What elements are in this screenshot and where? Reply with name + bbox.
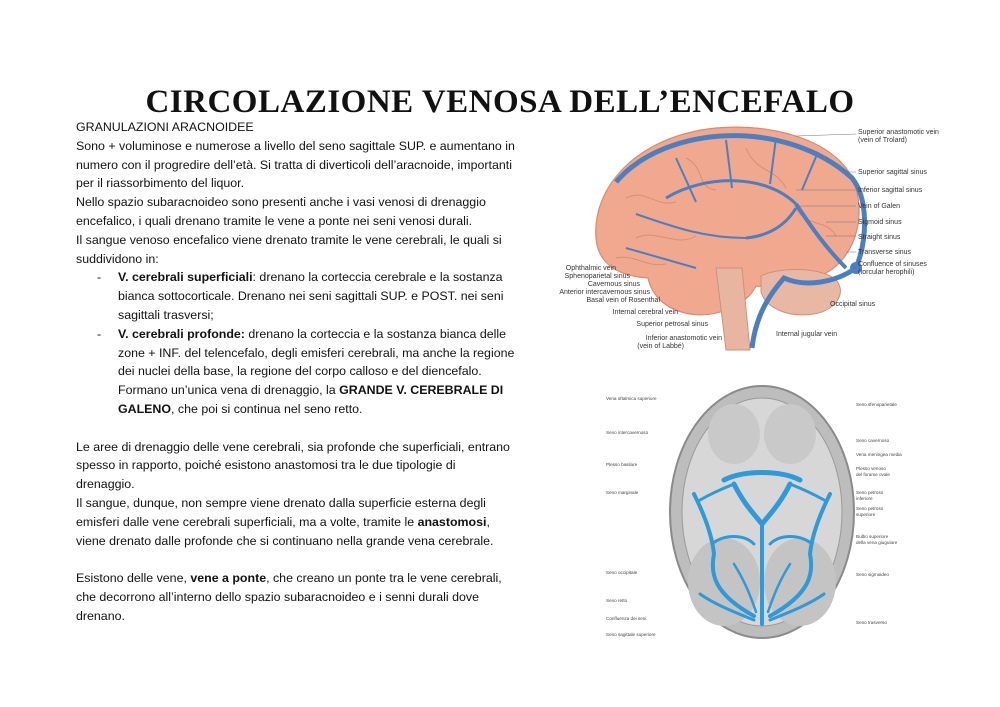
label-vein-of-labbe: (vein of Labbé) <box>637 343 684 350</box>
bullet-term: V. cerebrali profonde: <box>118 326 245 341</box>
bullet-dash: - <box>97 270 102 285</box>
label-torcular-herophili: (torcular herophili) <box>858 269 915 276</box>
label-cavernous-sinus: Cavernous sinus <box>587 281 640 288</box>
figure2-labels-right <box>856 402 902 625</box>
label-anterior-intercavernous-sinus: Anterior intercavernous sinus <box>559 289 650 296</box>
bullet-term: V. cerebrali superficiali <box>118 270 253 285</box>
label-seno-petroso-inferiore: Seno petroso <box>856 490 884 495</box>
label-seno-trasverso: Seno trasverso <box>856 620 887 625</box>
label-superior-anastomotic-vein: Superior anastomotic vein <box>858 129 939 136</box>
label-inferior-anastomotic-vein: Inferior anastomotic vein <box>645 335 722 342</box>
label-occipital-sinus: Occipital sinus <box>830 301 876 308</box>
label-internal-cerebral-vein: Internal cerebral vein <box>612 309 678 316</box>
label-bulbo-superiore: Bulbo superiore <box>856 534 889 539</box>
paragraph-1: Sono + voluminose e numerose a livello del seno sagittale SUP. e aumentano in numero con il progredire dell’età. Si tratta di diverticoli dell’aracnoide, importanti per il riassorbimento del liquor. <box>76 138 515 191</box>
label-superiore: superiore <box>856 512 876 517</box>
paragraph-6-bold: vene a ponte <box>190 571 267 586</box>
anterior-fossa-right <box>764 404 816 464</box>
label-sigmoid-sinus: Sigmoid sinus <box>858 219 902 226</box>
label-seno-intercavernoso: Seno intercavernoso <box>606 430 649 435</box>
label-sphenoparietal-sinus: Sphenoparietal sinus <box>564 273 630 280</box>
brain-venous-sinuses-figure <box>556 118 960 358</box>
label-inferiore: inferiore <box>856 496 873 501</box>
bullet-text-2: , che poi si continua nel seno retto. <box>171 401 363 416</box>
paragraph-5-text-end: , viene drenato dalle profonde che si continuano nella grande vena cerebrale. <box>76 514 494 548</box>
bullet-term-2: GRANDE V. CEREBRALE DI GALENO <box>118 383 504 416</box>
text-column <box>76 118 516 626</box>
bullet-dash: - <box>97 326 102 341</box>
figure2-labels-left <box>606 396 657 637</box>
bullet-text: drenano la corteccia e la sostanza bianca delle zone + INF. del telencefalo, degli emisferi cerebrali, ma anche la regione dei nuclei della base, la regione del corpo calloso e del diencefalo. Formano un’unica vena di drenaggio, la <box>118 326 515 398</box>
label-seno-sagittale-superiore: Seno sagittale superiore <box>606 632 656 637</box>
bullet-text: : drenano la corteccia cerebrale e la sostanza bianca sottocorticale. Drenano nei seni sagittali SUP. e POST. nei seni sagittali trasversi; <box>118 270 504 322</box>
label-ophthalmic-vein: Ophthalmic vein <box>565 265 616 272</box>
label-seno-retto: Seno retto <box>606 598 628 603</box>
paragraph-3: Il sangue venoso encefalico viene drenato tramite le vene cerebrali, le quali si suddividono in: <box>76 232 502 266</box>
label-internal-jugular-vein: Internal jugular vein <box>776 331 838 338</box>
bullet-list <box>76 268 516 418</box>
label-plesso-venoso: Plesso venoso <box>856 466 886 471</box>
paragraph-5 <box>76 494 516 550</box>
label-straight-sinus: Straight sinus <box>858 234 901 241</box>
paragraph-4: Le aree di drenaggio delle vene cerebrali, sia profonde che superficiali, entrano spesso in rapporto, poiché esistono anastomosi tra le due tipologie di drenaggio. <box>76 439 510 492</box>
label-vena-oftalmica-superiore: Vena oftalmica superiore <box>606 396 657 401</box>
label-basal-vein-of-rosenthal: Basal vein of Rosenthal <box>586 297 660 304</box>
label-seno-sfenoparietale: Seno sfenoparietale <box>856 402 897 407</box>
label-plesso-basilare: Plesso basilare <box>606 462 638 467</box>
label-del-forame-ovale: del forame ovale <box>856 472 890 477</box>
label-vena-meningea-media: Vena meningea media <box>856 452 902 457</box>
bullet-item <box>76 268 516 324</box>
label-seno-cavernoso: Seno cavernoso <box>856 438 890 443</box>
paragraph-6 <box>76 569 516 625</box>
paragraph-6-text: Esistono delle vene, <box>76 571 191 586</box>
skull-base-sinuses-figure <box>604 384 930 640</box>
label-superior-petrosal-sinus: Superior petrosal sinus <box>636 321 708 328</box>
label-inferior-sagittal-sinus: Inferior sagittal sinus <box>858 187 923 194</box>
label-confluence-of-sinuses: Confluence of sinuses <box>858 261 927 268</box>
page-title: CIRCOLAZIONE VENOSA DELL’ENCEFALO <box>145 84 855 121</box>
paragraph-5-bold: anastomosi <box>417 514 487 529</box>
label-seno-occipitale: Seno occipitale <box>606 570 638 575</box>
label-seno-sigmoideo: Seno sigmoideo <box>856 572 889 577</box>
paragraph-6-text-end: , che creano un ponte tra le vene cerebrali, che decorrono all’interno dello spazio subaracnoideo e i senni durali dove drenano. <box>76 571 502 623</box>
section-heading: GRANULAZIONI ARACNOIDEE <box>76 120 254 134</box>
label-della-vena-giugulare: della vena giugulare <box>856 540 898 545</box>
paragraph-2: Nello spazio subaracnoideo sono presenti anche i vasi venosi di drenaggio encefalico, i quali drenano tramite le vene a ponte nei seni venosi durali. <box>76 195 486 228</box>
label-transverse-sinus: Transverse sinus <box>858 249 912 256</box>
label-vein-of-trolard: (vein of Trolard) <box>858 137 908 144</box>
label-confluenza-dei-seni: Confluenza dei seni <box>606 616 647 621</box>
paragraph-5-text: Il sangue, dunque, non sempre viene drenato dalla superficie esterna degli emisferi dalle vene cerebrali superficiali, ma a volte, tramite le <box>76 495 486 529</box>
bullet-item <box>76 325 516 419</box>
label-vein-of-galen: Vein of Galen <box>858 203 901 210</box>
label-seno-petroso-superiore: Seno petroso <box>856 506 884 511</box>
anterior-fossa-left <box>708 404 760 464</box>
label-superior-sagittal-sinus: Superior sagittal sinus <box>858 169 927 176</box>
label-seno-marginale: Seno marginale <box>606 490 639 495</box>
